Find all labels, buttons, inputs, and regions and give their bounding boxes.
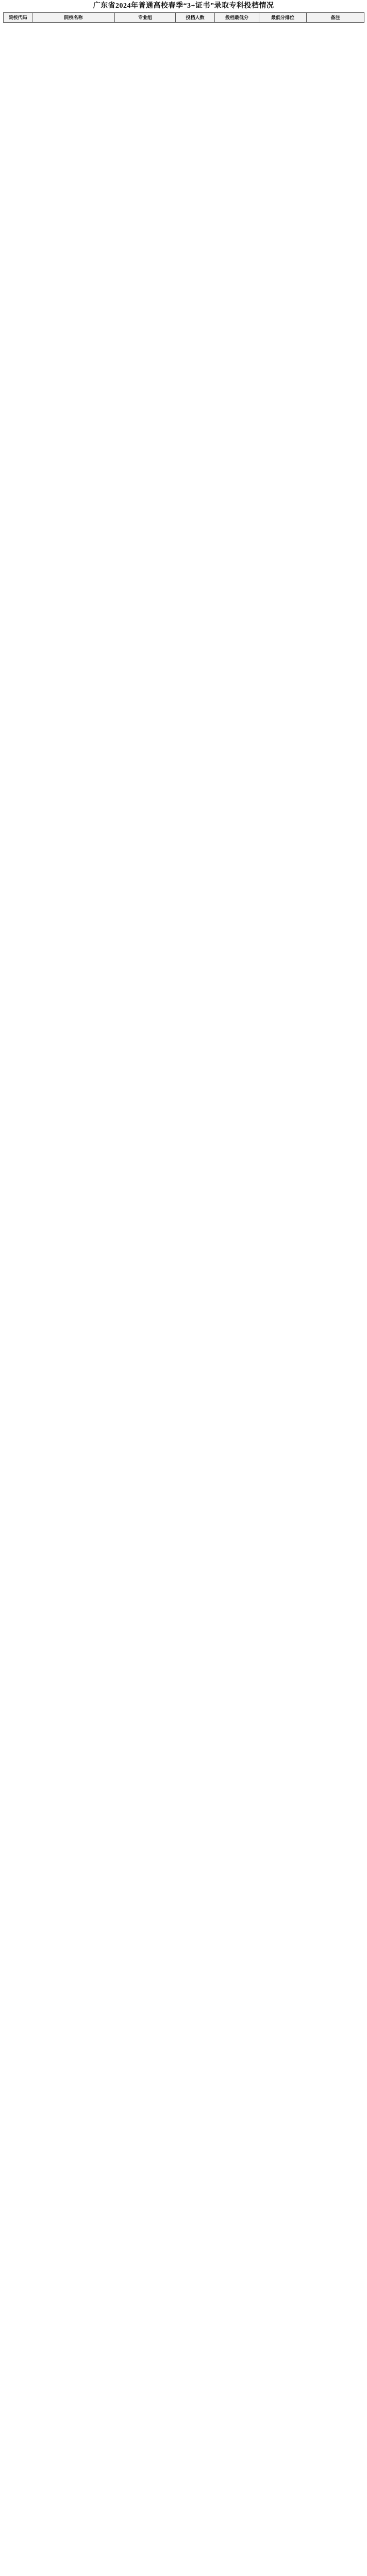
admission-table [3, 12, 364, 23]
header-cell: 投档人数 [176, 13, 215, 23]
header-cell: 最低分排位 [259, 13, 307, 23]
header-cell: 院校代码 [4, 13, 32, 23]
header-cell: 专业组 [115, 13, 176, 23]
document-title: 广东省2024年普通高校春季“3+证书”录取专科投档情况 [93, 2, 274, 10]
header-cell: 院校名称 [32, 13, 115, 23]
table-header-row [4, 13, 364, 23]
header-cell: 备注 [307, 13, 364, 23]
header-cell: 投档最低分 [215, 13, 259, 23]
